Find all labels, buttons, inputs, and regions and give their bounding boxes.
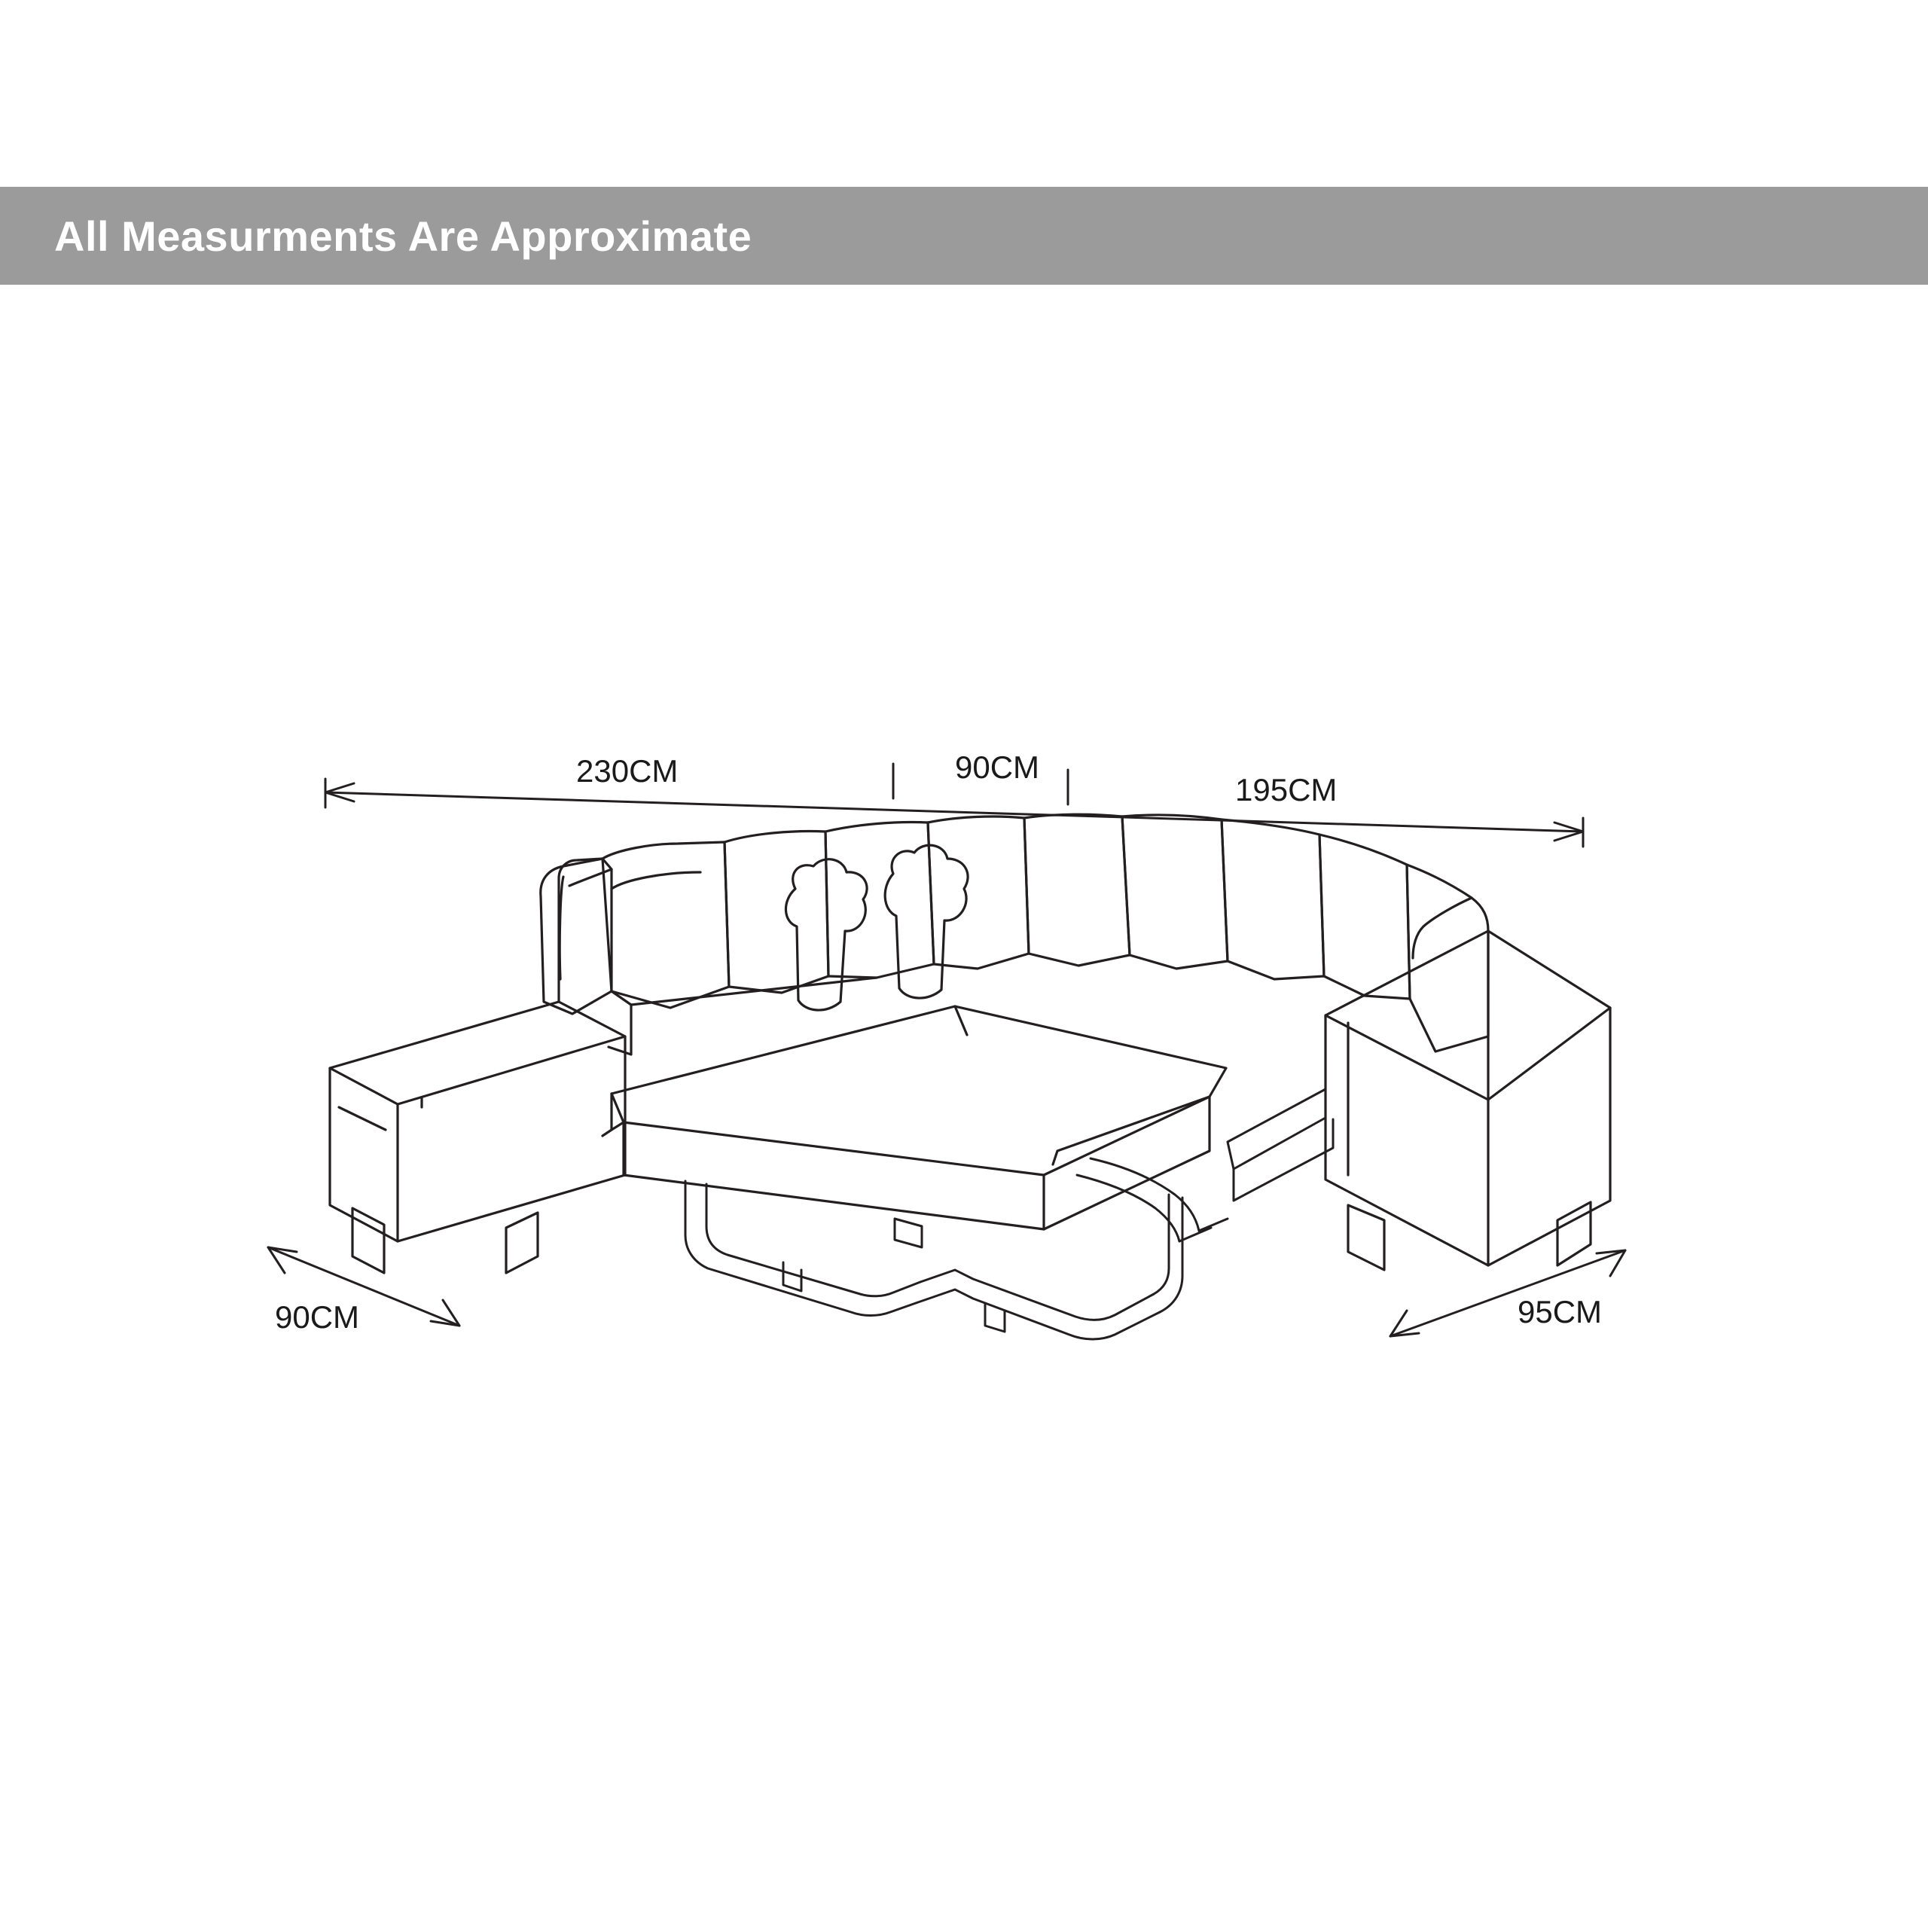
dimension-label-left-width: 230CM: [576, 753, 679, 789]
dimension-label-right-depth: 95CM: [1518, 1294, 1603, 1329]
dimension-lines-top: [325, 764, 1583, 847]
dimension-label-left-depth: 90CM: [275, 1299, 360, 1335]
bed-frame-mechanism: [685, 1089, 1333, 1339]
banner-title: All Measurments Are Approximate: [54, 212, 752, 260]
sofa-outline: [330, 814, 1610, 1339]
dimension-label-corner-width: 90CM: [955, 749, 1040, 785]
dimension-label-right-width: 195CM: [1235, 772, 1338, 807]
